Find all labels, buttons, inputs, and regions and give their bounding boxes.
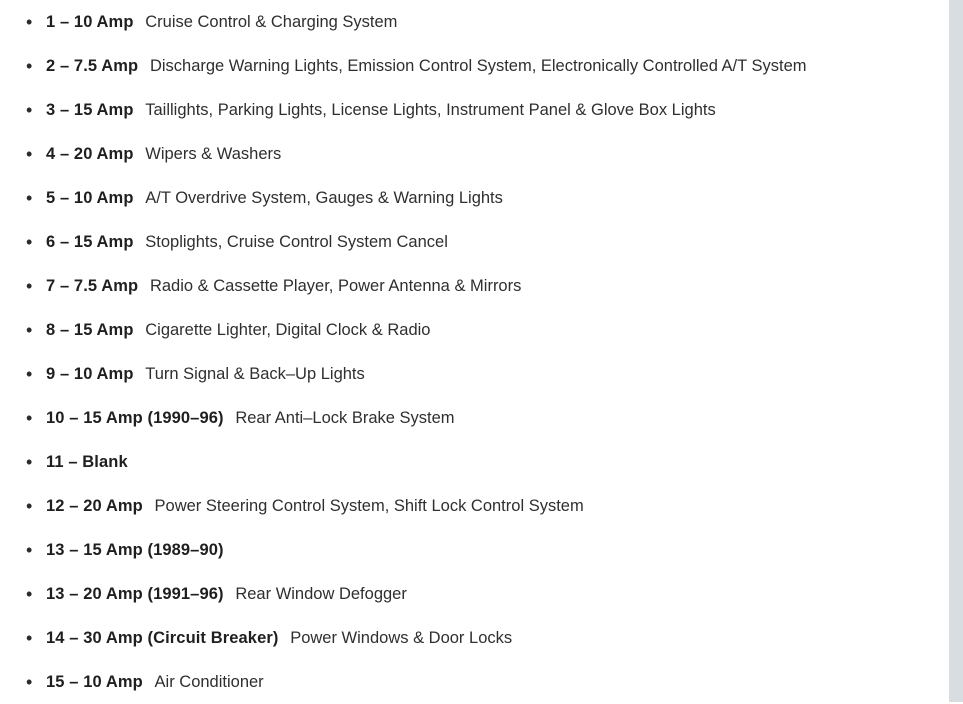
fuse-label: 1 – 10 Amp [46,13,134,31]
fuse-label: 12 – 20 Amp [46,497,143,515]
list-item [0,572,949,616]
fuse-label: 14 – 30 Amp (Circuit Breaker) [46,629,279,647]
list-item [0,220,949,264]
bullet-icon: • [26,56,33,76]
bullet-icon: • [26,320,33,340]
list-item [0,484,949,528]
bullet-icon: • [26,672,33,692]
list-item [0,176,949,220]
list-item [0,616,949,660]
bullet-icon: • [26,452,33,472]
fuse-label: 2 – 7.5 Amp [46,57,139,75]
fuse-label: 7 – 7.5 Amp [46,277,139,295]
list-item [0,0,949,44]
fuse-label: 13 – 15 Amp (1989–90) [46,541,224,559]
list-item [0,44,949,88]
list-item [0,528,949,572]
bullet-icon: • [26,188,33,208]
bullet-icon: • [26,584,33,604]
fuse-description: Discharge Warning Lights, Emission Control System, Electronically Controlled A/T System [149,57,807,75]
list-item [0,264,949,308]
bullet-icon: • [26,540,33,560]
list-item [0,352,949,396]
fuse-description: Cruise Control & Charging System [145,13,398,31]
fuse-description: Rear Window Defogger [235,585,407,603]
fuse-label: 6 – 15 Amp [46,233,134,251]
fuse-label: 9 – 10 Amp [46,365,134,383]
fuse-label: 13 – 20 Amp (1991–96) [46,585,224,603]
bullet-icon: • [26,408,33,428]
fuse-description: Radio & Cassette Player, Power Antenna & Mirrors [149,277,522,295]
fuse-label: 15 – 10 Amp [46,673,143,691]
list-item [0,440,949,484]
page-right-edge [949,0,963,702]
bullet-icon: • [26,628,33,648]
bullet-icon: • [26,364,33,384]
fuse-description: Taillights, Parking Lights, License Lights, Instrument Panel & Glove Box Lights [145,101,716,119]
list-item [0,660,949,704]
bullet-icon: • [26,144,33,164]
fuse-label: 11 – Blank [46,453,128,471]
fuse-label: 10 – 15 Amp (1990–96) [46,409,224,427]
bullet-icon: • [26,12,33,32]
fuse-description: Air Conditioner [154,673,264,691]
fuse-label: 3 – 15 Amp [46,101,134,119]
fuse-description: Turn Signal & Back–Up Lights [145,365,365,383]
fuse-description: Rear Anti–Lock Brake System [235,409,455,427]
bullet-icon: • [26,496,33,516]
list-item [0,308,949,352]
bullet-icon: • [26,276,33,296]
fuse-description: A/T Overdrive System, Gauges & Warning Lights [145,189,503,207]
fuse-label: 8 – 15 Amp [46,321,134,339]
fuse-label: 4 – 20 Amp [46,145,134,163]
fuse-description: Power Steering Control System, Shift Lock Control System [154,497,584,515]
fuse-label: 5 – 10 Amp [46,189,134,207]
list-item [0,396,949,440]
bullet-icon: • [26,232,33,252]
fuse-description: Wipers & Washers [145,145,282,163]
fuse-description: Stoplights, Cruise Control System Cancel [145,233,448,251]
list-item [0,132,949,176]
fuse-description: Cigarette Lighter, Digital Clock & Radio [145,321,431,339]
bullet-icon: • [26,100,33,120]
list-item [0,88,949,132]
fuse-description: Power Windows & Door Locks [290,629,513,647]
